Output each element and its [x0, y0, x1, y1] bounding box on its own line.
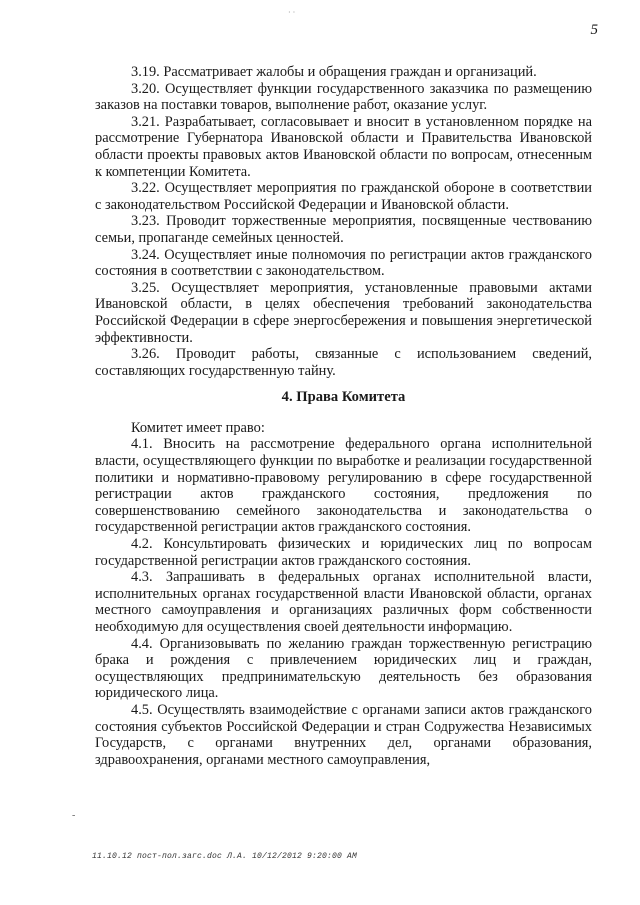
paragraph-3-26: 3.26. Проводит работы, связанные с использованием сведений, составляющих государственную тайну.	[95, 346, 592, 379]
document-body	[95, 64, 592, 768]
section-heading: 4. Права Комитета	[281, 389, 406, 406]
paragraph-3-23: 3.23. Проводит торжественные мероприятия, посвященные чествованию семьи, пропаганде семейных ценностей.	[95, 213, 592, 246]
paragraph-3-21: 3.21. Разрабатывает, согласовывает и вносит в установленном порядке на рассмотрение Губернатора Ивановской области и Правительства Ивановской области проекты правовых актов Ивановской области по вопросам, отнесенным к компетенции Комитета.	[95, 113, 592, 180]
paragraph-3-24: 3.24. Осуществляет иные полномочия по регистрации актов гражданского состояния в соответствии с законодательством.	[95, 246, 592, 280]
paragraph-3-20: 3.20. Осуществляет функции государственного заказчика по размещению заказов на поставки товаров, выполнение работ, оказание услуг.	[95, 80, 592, 114]
paragraph-3-22: 3.22. Осуществляет мероприятия по гражданской обороне в соответствии с законодательством Российской Федерации и Ивановской области.	[95, 180, 592, 213]
paragraph-4-4: 4.4. Организовывать по желанию граждан торжественную регистрацию брака и рождения с привлечением юридических лиц и граждан, осуществляющих предпринимательскую деятельность без образования юридического лица.	[95, 635, 592, 702]
document-footer: 11.10.12 пост-пол.загс.doc Л.А. 10/12/2012 9:20:00 AM	[92, 852, 358, 861]
section-intro: Комитет имеет право:	[131, 419, 265, 436]
page-number: 5	[590, 22, 598, 38]
scan-specks: · ·	[288, 8, 296, 17]
paragraph-4-5: 4.5. Осуществлять взаимодействие с органами записи актов гражданского состояния субъектов Российской Федерации и стран Содружества Независимых Государств, с органами внутренних дел, органами образования, здравоохранения, органами местного самоуправления,	[95, 701, 592, 768]
paragraph-4-2: 4.2. Консультировать физических и юридических лиц по вопросам государственной регистрации актов гражданского состояния.	[95, 536, 592, 569]
paragraph-4-3: 4.3. Запрашивать в федеральных органах исполнительной власти, исполнительных органах государственной власти Ивановской области, органах местного самоуправления и организациях различных форм собственности необходимую для осуществления своей деятельности информацию.	[95, 569, 592, 635]
paragraph-3-25: 3.25. Осуществляет мероприятия, установленные правовыми актами Ивановской области, в целях обеспечения требований законодательства Российской Федерации в сфере энергосбережения и повышения энергетической эффективности.	[95, 279, 592, 346]
paragraph-4-1: 4.1. Вносить на рассмотрение федерального органа исполнительной власти, осуществляющего функции по выработке и реализации государственной политики и нормативно-правовому регулированию в сфере государственной регистрации актов гражданского состояния, предложения по совершенствованию семейного законодательства и законодательства о государственной регистрации актов гражданского состояния.	[95, 436, 592, 536]
paragraph-3-19: 3.19. Рассматривает жалобы и обращения граждан и организаций.	[131, 64, 537, 80]
margin-mark: -	[72, 810, 76, 821]
